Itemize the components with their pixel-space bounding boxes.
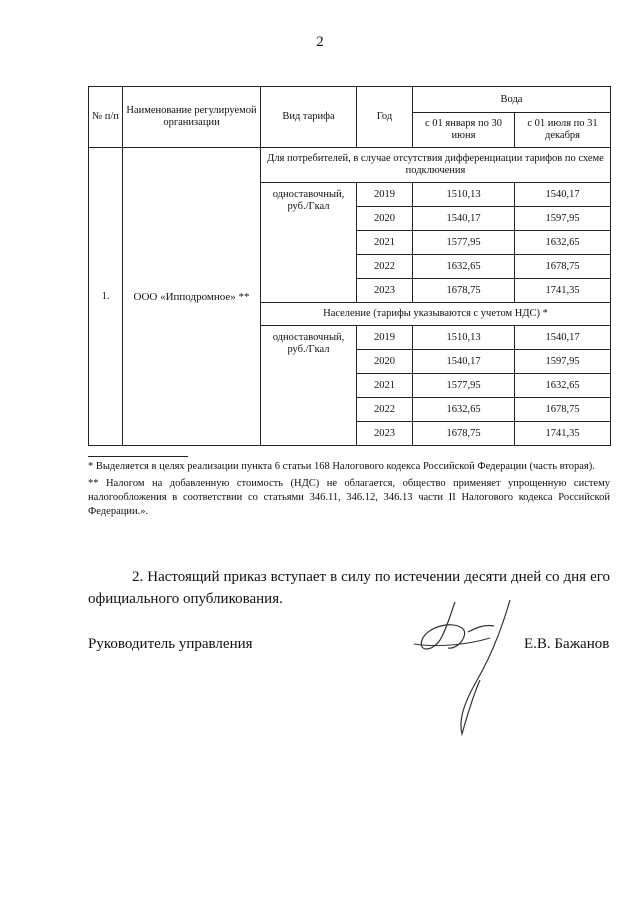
header-org: Наименование регулируемой организации: [123, 87, 261, 148]
tariff-kind: одноставочный, руб./Гкал: [261, 326, 357, 446]
cell-period-2: 1597,95: [515, 207, 611, 231]
cell-period-2: 1597,95: [515, 350, 611, 374]
header-tariff-type: Вид тарифа: [261, 87, 357, 148]
cell-year: 2023: [357, 279, 413, 303]
cell-period-1: 1632,65: [413, 255, 515, 279]
cell-year: 2020: [357, 207, 413, 231]
header-period-2: с 01 июля по 31 декабря: [515, 113, 611, 148]
section-title: Население (тарифы указываются с учетом НДС) *: [261, 303, 611, 326]
section-title-row: [89, 148, 611, 183]
cell-period-2: 1741,35: [515, 422, 611, 446]
cell-period-2: 1678,75: [515, 255, 611, 279]
page-number: 2: [316, 34, 324, 50]
cell-period-2: 1741,35: [515, 279, 611, 303]
cell-period-2: 1540,17: [515, 326, 611, 350]
signatory-title: Руководитель управления: [88, 636, 253, 652]
cell-period-1: 1510,13: [413, 326, 515, 350]
header-period-1: с 01 января по 30 июня: [413, 113, 515, 148]
cell-year: 2020: [357, 350, 413, 374]
organization-name: ООО «Ипподромное» **: [123, 148, 261, 446]
cell-period-2: 1632,65: [515, 231, 611, 255]
cell-year: 2023: [357, 422, 413, 446]
cell-period-2: 1678,75: [515, 398, 611, 422]
footnote-2: ** Налогом на добавленную стоимость (НДС) не облагается, общество применяет упрощенную систему налогообложения в соответствии со статьями 346.11, 346.12, 346.13 части II Налогового кодекса Российской Федерации.».: [88, 478, 610, 517]
tariff-kind: одноставочный, руб./Гкал: [261, 183, 357, 303]
cell-period-1: 1540,17: [413, 207, 515, 231]
cell-period-1: 1577,95: [413, 231, 515, 255]
header-water: Вода: [413, 87, 611, 113]
cell-year: 2022: [357, 398, 413, 422]
cell-year: 2019: [357, 183, 413, 207]
cell-year: 2021: [357, 374, 413, 398]
cell-year: 2022: [357, 255, 413, 279]
header-num: № п/п: [89, 87, 123, 148]
cell-year: 2021: [357, 231, 413, 255]
cell-period-1: 1632,65: [413, 398, 515, 422]
footnote-1: * Выделяется в целях реализации пункта 6 статьи 168 Налогового кодекса Российской Федерации (часть вторая).: [88, 461, 595, 472]
cell-period-1: 1510,13: [413, 183, 515, 207]
row-number: 1.: [89, 148, 123, 446]
handwritten-signature: [410, 598, 520, 738]
cell-period-2: 1540,17: [515, 183, 611, 207]
section-title: Для потребителей, в случае отсутствия дифференциации тарифов по схеме подключения: [261, 148, 611, 183]
cell-period-2: 1632,65: [515, 374, 611, 398]
footnote-divider: [88, 456, 188, 457]
tariff-table: [88, 86, 611, 446]
cell-period-1: 1540,17: [413, 350, 515, 374]
cell-period-1: 1678,75: [413, 279, 515, 303]
signatory-name: Е.В. Бажанов: [524, 636, 610, 652]
table-header-row: [89, 87, 611, 113]
header-year: Год: [357, 87, 413, 148]
cell-year: 2019: [357, 326, 413, 350]
footnotes: [88, 456, 610, 522]
order-paragraph: 2. Настоящий приказ вступает в силу по истечении десяти дней со дня его официального опубликования.: [88, 569, 610, 607]
cell-period-1: 1678,75: [413, 422, 515, 446]
cell-period-1: 1577,95: [413, 374, 515, 398]
